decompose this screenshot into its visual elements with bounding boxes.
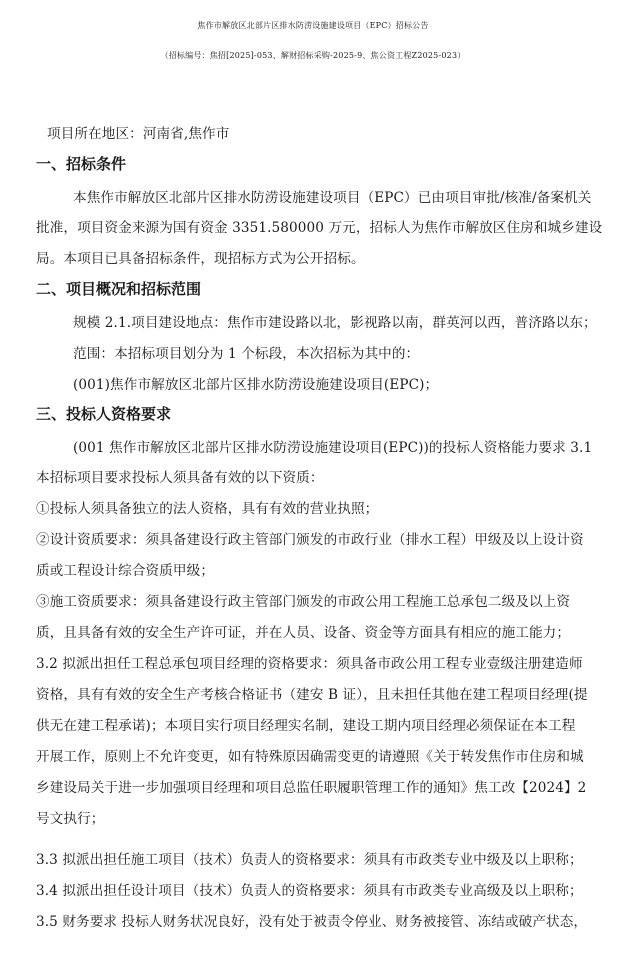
paragraph-line: (001)焦作市解放区北部片区排水防涝设施建设项目(EPC)； <box>73 377 439 393</box>
section-heading-tender-conditions: 一、招标条件 <box>36 155 127 173</box>
paragraph-line: (001 焦作市解放区北部片区排水防涝设施建设项目(EPC))的投标人资格能力要求 3.1 <box>73 440 593 456</box>
paragraph-line: 3.3 拟派出担任施工项目（技术）负责人的资格要求：须具有市政类专业中级及以上职称； <box>36 852 583 868</box>
paragraph-line: 乡建设局关于进一步加强项目经理和项目总监任职履职管理工作的通知》焦工改【2024】2 <box>36 780 587 796</box>
paragraph-line: ①投标人须具备独立的法人资格，具有有效的营业执照； <box>36 501 379 517</box>
paragraph-line: 3.2 拟派出担任工程总承包项目经理的资格要求：须具备市政公用工程专业壹级注册建造师 <box>36 656 583 672</box>
paragraph-line: 3.4 拟派出担任设计项目（技术）负责人的资格要求：须具有市政类专业高级及以上职称； <box>36 883 583 899</box>
announcement-title: 焦作市解放区北部片区排水防涝设施建设项目（EPC）招标公告 <box>197 21 429 30</box>
paragraph-line: 号文执行； <box>36 811 105 827</box>
tender-number: （招标编号：焦招[2025]-053、解财招标采购-2025-9、焦公资工程Z2025-023） <box>160 51 466 60</box>
paragraph-line: ②设计资质要求：须具备建设行政主管部门颁发的市政行业（排水工程）甲级及以上设计资 <box>36 532 584 548</box>
paragraph-line: 局。本项目已具备招标条件，现招标方式为公开招标。 <box>36 251 365 267</box>
paragraph-line: 3.5 财务要求 投标人财务状况良好，没有处于被责令停业、财务被接管、冻结或破产状态， <box>36 914 588 930</box>
paragraph-line: 质或工程设计综合资质甲级； <box>36 563 215 579</box>
paragraph-line: 范围：本招标项目划分为 1 个标段，本次招标为其中的： <box>73 346 420 362</box>
paragraph-line: 开展工作，原则上不允许变更，如有特殊原因确需变更的请遵照《关于转发焦作市住房和城 <box>36 749 584 765</box>
paragraph-line: 规模 2.1.项目建设地点：焦作市建设路以北，影视路以南，群英河以西，普济路以东； <box>73 315 597 331</box>
section-heading-project-overview: 二、项目概况和招标范围 <box>36 280 202 298</box>
paragraph-line: ③施工资质要求：须具备建设行政主管部门颁发的市政公用工程施工总承包二级及以上资 <box>36 594 571 610</box>
section-heading-bidder-qualifications: 三、投标人资格要求 <box>36 405 172 423</box>
paragraph-line: 批准，项目资金来源为国有资金 3351.580000 万元，招标人为焦作市解放区住房和城乡建设 <box>36 220 603 236</box>
paragraph-line: 本焦作市解放区北部片区排水防涝设施建设项目（EPC）已由项目审批/核准/备案机关 <box>73 190 592 206</box>
project-location: 项目所在地区：河南省,焦作市 <box>47 126 230 142</box>
paragraph-line: 本招标项目要求投标人须具备有效的以下资质： <box>36 470 324 486</box>
paragraph-line: 供无在建工程承诺)；本项目实行项目经理实名制，建设工期内项目经理必须保证在本工程 <box>36 718 576 734</box>
paragraph-line: 资格，具有有效的安全生产考核合格证书（建安 B 证），且未担任其他在建工程项目经理(提 <box>36 687 588 703</box>
paragraph-line: 质，且具备有效的安全生产许可证，并在人员、设备、资金等方面具有相应的施工能力； <box>36 625 571 641</box>
